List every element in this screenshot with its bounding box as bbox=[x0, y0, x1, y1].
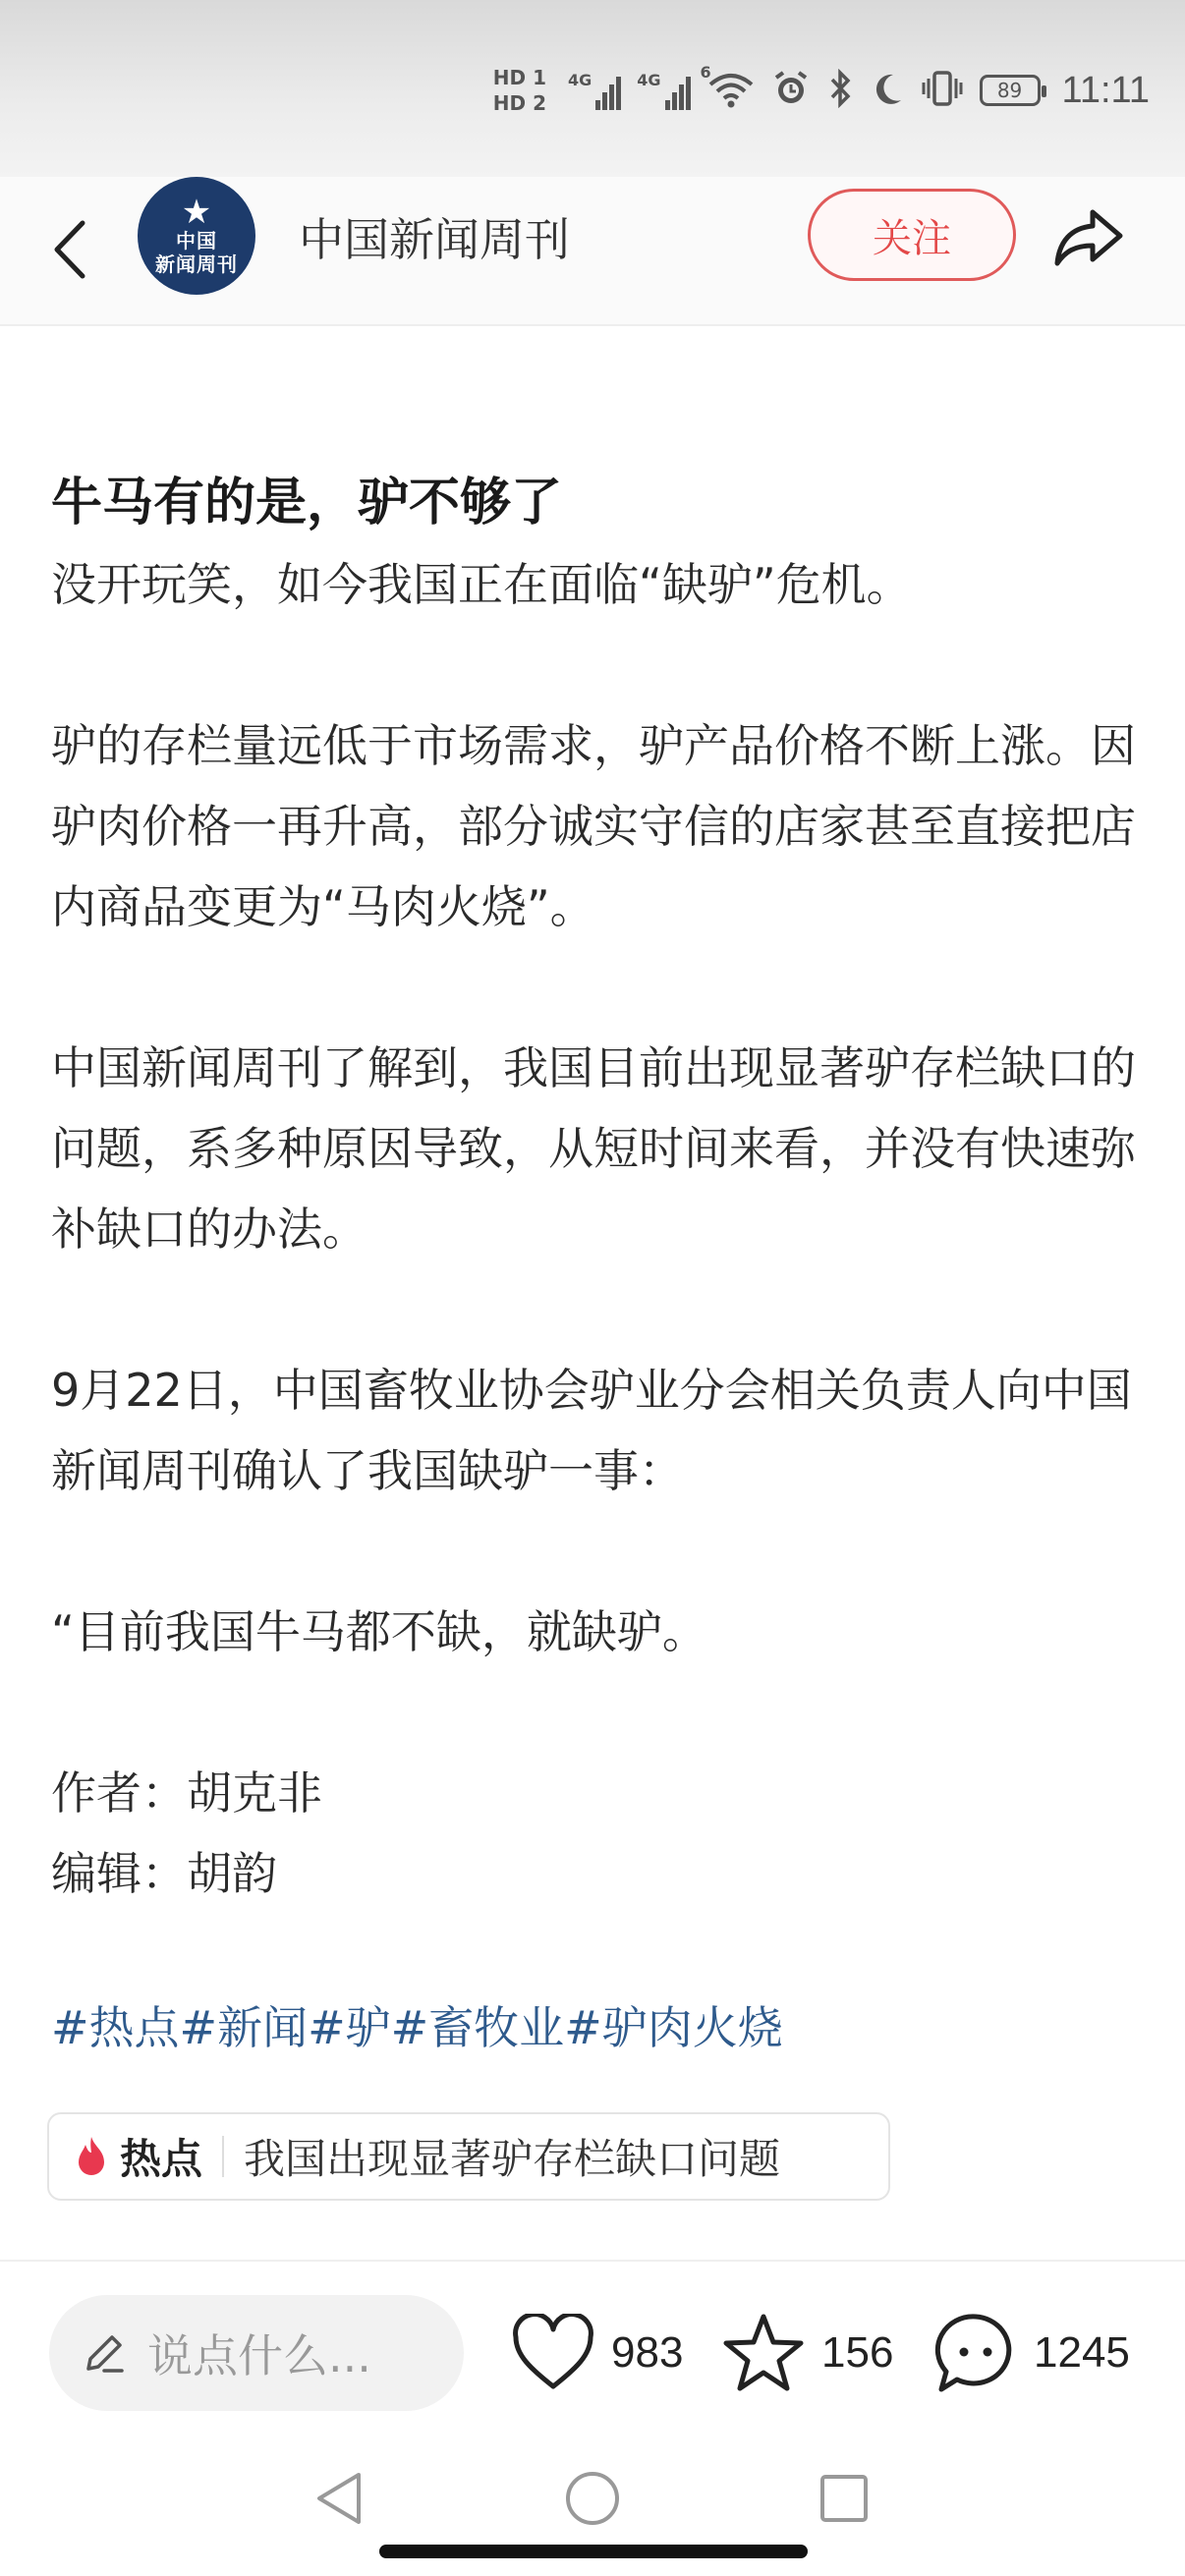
hd1-label: HD 1 bbox=[492, 66, 547, 89]
system-navigation-bar bbox=[0, 2446, 1185, 2576]
comment-placeholder: 说点什么... bbox=[147, 2329, 371, 2382]
paragraph-1: 没开玩笑，如今我国正在面临“缺驴”危机。 bbox=[51, 558, 912, 611]
divider bbox=[222, 2136, 224, 2177]
avatar-text-line2: 新闻周刊 bbox=[155, 252, 238, 276]
heart-icon bbox=[511, 2314, 595, 2392]
network-2-label: 4G bbox=[637, 71, 661, 89]
author-line: 作者：胡克非 bbox=[51, 1766, 322, 1820]
bottom-divider bbox=[0, 2260, 1185, 2262]
hot-topic-label: 热点 bbox=[120, 2135, 203, 2183]
vibrate-icon bbox=[921, 69, 964, 112]
wifi-badge: 6 bbox=[700, 63, 711, 82]
share-icon bbox=[1049, 198, 1128, 277]
status-bar bbox=[0, 0, 1185, 177]
hashtag-links[interactable]: #热点#新闻#驴#畜牧业#驴肉火烧 bbox=[51, 2001, 783, 2054]
back-button[interactable] bbox=[39, 208, 98, 291]
pencil-icon bbox=[83, 2331, 126, 2375]
avatar[interactable] bbox=[138, 177, 255, 295]
favorite-count: 156 bbox=[821, 2328, 894, 2377]
star-logo-icon: ★ bbox=[181, 193, 212, 232]
triangle-back-icon bbox=[311, 2469, 367, 2528]
article-title: 牛马有的是，驴不够了 bbox=[51, 474, 563, 532]
favorite-button[interactable] bbox=[721, 2299, 893, 2407]
bluetooth-icon bbox=[826, 69, 854, 112]
paragraph-5: “目前我国牛马都不缺，就缺驴。 bbox=[51, 1605, 707, 1658]
paragraph-2: 驴的存栏量远低于市场需求，驴产品价格不断上涨。因驴肉价格一再升高，部分诚实守信的店家甚至直接把店内商品变更为“马肉火烧”。 bbox=[51, 719, 1136, 933]
clock: 11:11 bbox=[1061, 69, 1150, 111]
moon-icon bbox=[870, 69, 905, 112]
like-button[interactable] bbox=[511, 2299, 683, 2407]
follow-button[interactable]: 关注 bbox=[808, 189, 1016, 281]
paragraph-4: 9月22日，中国畜牧业协会驴业分会相关负责人向中国新闻周刊确认了我国缺驴一事： bbox=[51, 1364, 1132, 1497]
article-body bbox=[51, 462, 1142, 1914]
network-1-label: 4G bbox=[568, 71, 592, 89]
chevron-left-icon bbox=[49, 217, 88, 282]
hd-indicator bbox=[493, 65, 546, 116]
editor-line: 编辑：胡韵 bbox=[51, 1847, 277, 1900]
account-header bbox=[0, 177, 1185, 326]
flame-icon bbox=[75, 2135, 108, 2178]
signal-2-icon bbox=[637, 71, 690, 110]
nav-back-button[interactable] bbox=[305, 2464, 373, 2533]
battery-icon bbox=[980, 75, 1041, 106]
account-name[interactable]: 中国新闻周刊 bbox=[299, 213, 570, 266]
alarm-icon bbox=[771, 69, 811, 112]
hot-topic-text: 我国出现显著驴存栏缺口问题 bbox=[244, 2135, 781, 2183]
signal-1-icon bbox=[568, 71, 621, 110]
home-indicator[interactable] bbox=[379, 2545, 808, 2558]
comment-button[interactable] bbox=[933, 2299, 1130, 2407]
circle-home-icon bbox=[563, 2469, 622, 2528]
like-count: 983 bbox=[611, 2328, 684, 2377]
nav-recents-button[interactable] bbox=[810, 2464, 878, 2533]
comment-count: 1245 bbox=[1034, 2328, 1130, 2377]
comment-bubble-icon bbox=[933, 2311, 1018, 2395]
square-recents-icon bbox=[817, 2471, 872, 2526]
hot-topic-link[interactable] bbox=[47, 2112, 890, 2201]
hd2-label: HD 2 bbox=[492, 91, 547, 115]
star-icon bbox=[721, 2312, 806, 2394]
share-button[interactable] bbox=[1049, 198, 1128, 277]
avatar-text-line1: 中国 bbox=[176, 229, 217, 252]
wifi-icon bbox=[700, 63, 756, 110]
nav-home-button[interactable] bbox=[558, 2464, 627, 2533]
comment-input[interactable] bbox=[49, 2295, 464, 2411]
battery-level: 89 bbox=[996, 79, 1023, 102]
paragraph-3: 中国新闻周刊了解到，我国目前出现显著驴存栏缺口的问题，系多种原因导致，从短时间来看，并没有快速弥补缺口的办法。 bbox=[51, 1041, 1136, 1256]
status-icons bbox=[493, 61, 1150, 120]
